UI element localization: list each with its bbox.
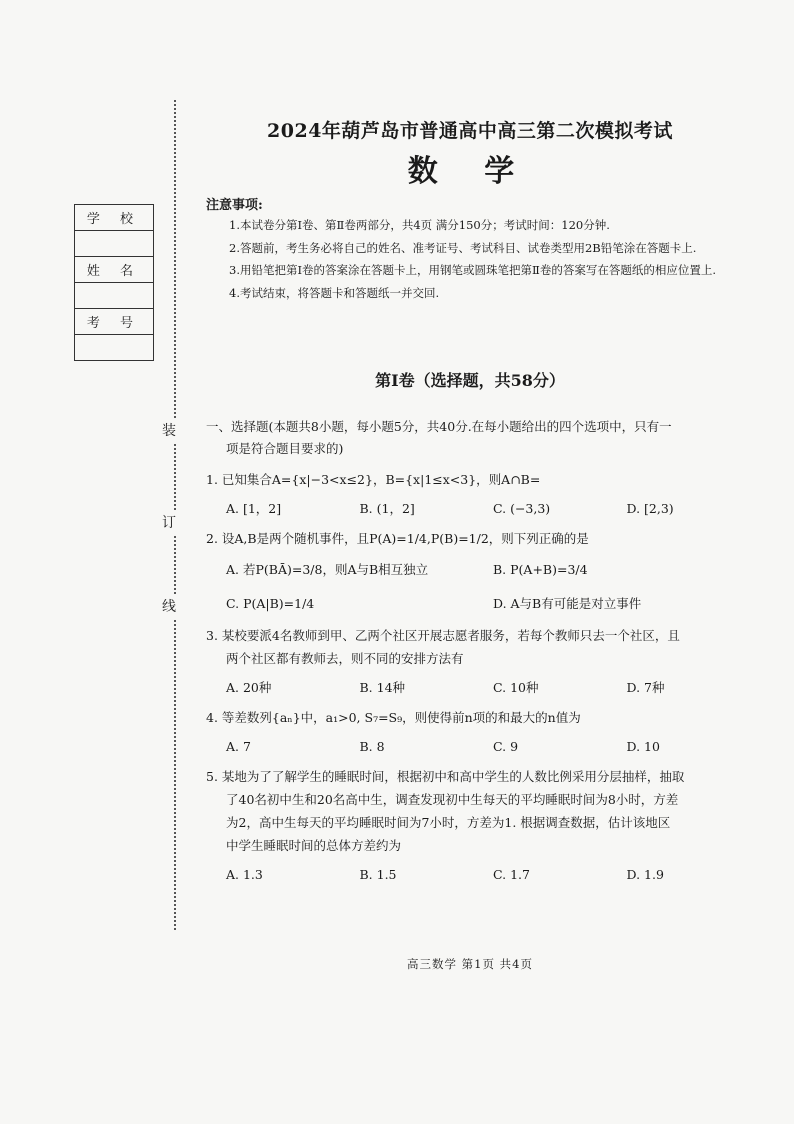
binding-char-zhuang: 装: [162, 418, 176, 442]
question-stem: 4. 等差数列{aₙ}中，a₁>0, S₇=S₉，则使得前n项的和最大的n值为: [206, 710, 581, 725]
option-b: B. P(A+B)=3/4: [493, 562, 588, 577]
option-a: A. 20种: [226, 680, 272, 695]
option-b: B. 8: [359, 739, 385, 754]
exam-title: 2024年葫芦岛市普通高中高三第二次模拟考试: [267, 120, 673, 142]
info-label-school: 学 校: [75, 205, 154, 231]
notice-item: 1.本试卷分第Ⅰ卷、第Ⅱ卷两部分，共4页 满分150分；考试时间：120分钟.: [229, 218, 610, 232]
notice-item: 2.答题前，考生务必将自己的姓名、准考证号、考试科目、试卷类型用2B铅笔涂在答题卡上.: [229, 240, 697, 255]
option-b: B. 14种: [359, 680, 406, 695]
question-stem: 2. 设A,B是两个随机事件，且P(A)=1/4,P(B)=1/2，则下列正确的是: [206, 531, 589, 546]
question-3-options: [206, 676, 760, 700]
exam-subject: 数 学: [407, 154, 533, 189]
notice-item: 4.考试结束，将答题卡和答题纸一并交回.: [229, 285, 440, 300]
question-1-options: [206, 497, 760, 521]
option-d: D. 10: [626, 739, 660, 754]
notice-list: [206, 214, 758, 304]
binding-char-ding: 订: [162, 510, 176, 534]
info-blank-school: [75, 231, 154, 257]
info-blank-name: [75, 283, 154, 309]
option-d: D. [2,3): [626, 501, 674, 516]
question-2-options-row2: [206, 590, 760, 618]
info-label-name: 姓 名: [75, 257, 154, 283]
info-blank-exam-number: [75, 335, 154, 361]
option-a: A. 7: [226, 739, 251, 754]
question-5: [206, 765, 760, 857]
info-label-exam-number: 考 号: [75, 309, 154, 335]
option-a: A. 1.3: [226, 867, 263, 882]
option-c: C. 1.7: [493, 867, 530, 882]
option-c: C. P(A|B)=1/4: [226, 596, 315, 611]
student-info-table: [74, 204, 154, 361]
question-2-options-row1: [206, 556, 760, 584]
page-footer: 高三数学 第1页 共4页: [407, 957, 533, 971]
question-stem-cont: 中学生睡眠时间的总体方差约为: [226, 838, 402, 853]
section1-heading-line1: 一、选择题(本题共8小题，每小题5分，共40分.在每小题给出的四个选项中，只有一: [206, 419, 672, 434]
section1-heading-line2: 项是符合题目要求的): [226, 441, 344, 456]
option-a: A. [1，2]: [226, 501, 282, 516]
option-d: D. A与B有可能是对立事件: [493, 596, 642, 611]
question-stem: 3. 某校要派4名教师到甲、乙两个社区开展志愿者服务，若每个教师只去一个社区，且: [206, 628, 680, 643]
question-4: [206, 706, 760, 729]
question-stem-cont: 了40名初中生和20名高中生，调查发现初中生每天的平均睡眠时间为8小时，方差: [226, 792, 679, 807]
question-5-options: [206, 863, 760, 887]
question-4-options: [206, 735, 760, 759]
question-2: [206, 527, 760, 550]
option-c: C. 10种: [493, 680, 539, 695]
questions-area: [206, 416, 760, 893]
part1-title: 第Ⅰ卷（选择题，共58分）: [375, 371, 565, 390]
question-stem-cont: 为2，高中生每天的平均睡眠时间为7小时，方差为1. 根据调查数据，估计该地区: [226, 815, 671, 830]
binding-char-xian: 线: [162, 594, 176, 618]
question-stem: 5. 某地为了了解学生的睡眠时间，根据初中和高中学生的人数比例采用分层抽样，抽取: [206, 769, 685, 784]
question-1: [206, 468, 760, 491]
question-stem: 1. 已知集合A={x|−3<x≤2}，B={x|1≤x<3}，则A∩B=: [206, 472, 541, 487]
option-b: B. (1，2]: [359, 501, 415, 516]
option-c: C. (−3,3): [493, 501, 551, 516]
option-c: C. 9: [493, 739, 519, 754]
section1-heading: [206, 416, 760, 460]
question-stem-cont: 两个社区都有教师去，则不同的安排方法有: [226, 651, 464, 666]
option-d: D. 1.9: [626, 867, 664, 882]
notice-item: 3.用铅笔把第Ⅰ卷的答案涂在答题卡上，用钢笔或圆珠笔把第Ⅱ卷的答案写在答题纸的相应位置上.: [229, 263, 716, 277]
option-a: A. 若P(BĀ)=3/8，则A与B相互独立: [226, 562, 429, 577]
option-b: B. 1.5: [359, 867, 397, 882]
question-3: [206, 624, 760, 670]
option-d: D. 7种: [626, 680, 665, 695]
notice-heading: 注意事项:: [206, 198, 263, 213]
